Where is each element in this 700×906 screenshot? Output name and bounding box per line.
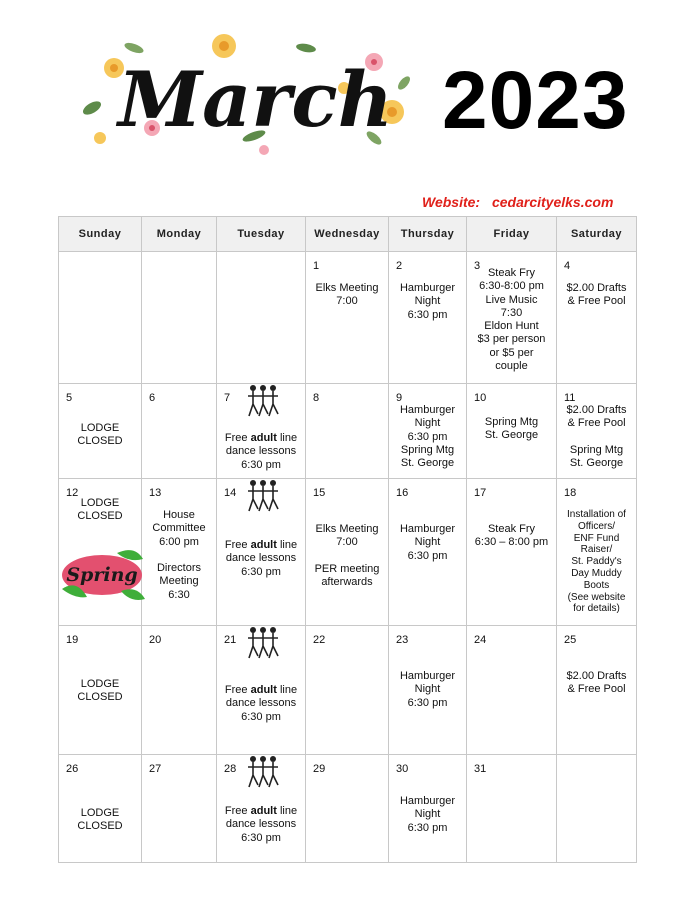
weekday-tuesday: Tuesday (217, 217, 306, 252)
day-number: 2 (396, 260, 403, 272)
day-events: Steak Fry 6:30 – 8:00 pm (474, 523, 549, 549)
day-cell[interactable] (557, 384, 637, 479)
day-cell[interactable] (59, 755, 142, 863)
day-cell[interactable] (306, 755, 389, 863)
event-text: Free (224, 539, 251, 551)
spring-sticker-icon (57, 539, 147, 609)
day-events: Installation of Officers/ ENF Fund Raiser/ St. Paddy's Day Muddy Boots (See website for details) (567, 509, 626, 615)
day-events: Hamburger Night 6:30 pm (399, 670, 456, 709)
day-number: 5 (66, 392, 73, 404)
day-number: 6 (149, 392, 156, 404)
day-number: 12 (66, 487, 79, 499)
weekday-thursday: Thursday (389, 217, 467, 252)
day-cell[interactable] (306, 384, 389, 479)
day-cell[interactable] (142, 479, 217, 626)
day-events: LODGE CLOSED (77, 678, 123, 704)
day-cell[interactable] (217, 755, 306, 863)
day-cell[interactable] (389, 755, 467, 863)
day-cell[interactable] (557, 626, 637, 755)
day-cell[interactable] (467, 384, 557, 479)
day-number: 16 (396, 487, 409, 499)
day-number: 20 (149, 634, 162, 646)
year-title: 2023 (442, 55, 629, 146)
calendar-grid (58, 216, 636, 863)
day-number: 29 (313, 763, 326, 775)
day-events: $2.00 Drafts & Free Pool (566, 282, 627, 308)
day-events: House Committee 6:00 pm Directors Meeting 6:30 (152, 509, 206, 601)
day-number: 23 (396, 634, 409, 646)
day-number: 3 (474, 260, 481, 272)
weekday-wednesday: Wednesday (306, 217, 389, 252)
day-cell[interactable] (389, 626, 467, 755)
event-text-bold: adult (250, 805, 277, 817)
calendar-header (0, 0, 700, 210)
day-cell[interactable] (142, 626, 217, 755)
line-dancers-icon (243, 624, 283, 664)
event-text-bold: adult (250, 432, 277, 444)
day-cell[interactable] (306, 626, 389, 755)
day-number: 31 (474, 763, 487, 775)
website-label: Website: (422, 194, 481, 210)
day-cell[interactable] (389, 252, 467, 384)
day-number: 30 (396, 763, 409, 775)
day-cell[interactable] (142, 252, 217, 384)
day-events: Elks Meeting 7:00 PER meeting afterwards (314, 523, 380, 589)
day-number: 25 (564, 634, 577, 646)
day-number: 28 (224, 763, 237, 775)
day-cell[interactable] (389, 384, 467, 479)
day-cell[interactable] (467, 626, 557, 755)
day-number: 17 (474, 487, 487, 499)
weekday-monday: Monday (142, 217, 217, 252)
day-cell[interactable] (306, 479, 389, 626)
day-cell[interactable] (389, 479, 467, 626)
day-events: Hamburger Night 6:30 pm (399, 523, 456, 562)
day-cell[interactable] (217, 626, 306, 755)
day-number: 11 (564, 392, 576, 404)
event-text: line dance lessons 6:30 pm (225, 432, 298, 471)
day-number: 27 (149, 763, 162, 775)
spring-sticker-text: Spring (66, 564, 138, 586)
week-row (59, 252, 637, 384)
day-cell[interactable] (59, 479, 142, 626)
day-events: Hamburger Night 6:30 pm (399, 282, 456, 321)
event-text: line dance lessons 6:30 pm (225, 539, 298, 578)
day-cell[interactable] (467, 479, 557, 626)
day-events: LODGE CLOSED (77, 497, 123, 523)
day-events: $2.00 Drafts & Free Pool Spring Mtg St. George (566, 404, 627, 470)
day-events (217, 539, 305, 579)
event-text-bold: adult (250, 539, 277, 551)
event-text: Free (224, 805, 251, 817)
day-events: Spring Mtg St. George (484, 416, 539, 442)
line-dancers-icon (243, 382, 283, 422)
day-events: $2.00 Drafts & Free Pool (566, 670, 627, 696)
day-cell[interactable] (59, 626, 142, 755)
day-events: Hamburger Night 6:30 pm Spring Mtg St. George (399, 404, 456, 470)
day-cell[interactable] (59, 384, 142, 479)
day-cell[interactable] (142, 384, 217, 479)
week-row (59, 626, 637, 755)
day-events: LODGE CLOSED (77, 422, 123, 448)
day-cell[interactable] (217, 252, 306, 384)
week-row (59, 384, 637, 479)
day-number: 13 (149, 487, 162, 499)
day-events (217, 432, 305, 472)
event-text: line dance lessons 6:30 pm (225, 805, 298, 844)
day-number: 22 (313, 634, 326, 646)
day-events (217, 805, 305, 845)
weekday-sunday: Sunday (59, 217, 142, 252)
day-cell[interactable] (217, 384, 306, 479)
day-events: Elks Meeting 7:00 (315, 282, 379, 308)
weekday-friday: Friday (467, 217, 557, 252)
day-number: 8 (313, 392, 320, 404)
day-number: 15 (313, 487, 326, 499)
day-cell[interactable] (467, 755, 557, 863)
day-cell[interactable] (59, 252, 142, 384)
weekday-header-row (59, 217, 637, 252)
day-cell[interactable] (217, 479, 306, 626)
day-cell[interactable] (557, 252, 637, 384)
day-number: 18 (564, 487, 577, 499)
day-number: 19 (66, 634, 79, 646)
day-events: Hamburger Night 6:30 pm (399, 795, 456, 834)
website-line (422, 194, 613, 210)
month-script-text: March (118, 55, 393, 144)
day-number: 21 (224, 634, 237, 646)
line-dancers-icon (243, 753, 283, 793)
week-row (59, 479, 637, 626)
event-text: Free (224, 684, 251, 696)
event-text: Free (224, 432, 251, 444)
line-dancers-icon (243, 477, 283, 517)
day-number: 4 (564, 260, 571, 272)
day-cell[interactable] (467, 252, 557, 384)
day-events: Steak Fry 6:30-8:00 pm Live Music 7:30 Eldon Hunt $3 per person or $5 per couple (477, 267, 546, 373)
day-number: 14 (224, 487, 237, 499)
website-link[interactable]: cedarcityelks.com (491, 194, 614, 210)
day-number: 26 (66, 763, 79, 775)
day-number: 7 (224, 392, 231, 404)
day-cell[interactable] (142, 755, 217, 863)
day-number: 9 (396, 392, 403, 404)
day-number: 10 (474, 392, 487, 404)
day-events: LODGE CLOSED (77, 807, 123, 833)
day-cell[interactable] (306, 252, 389, 384)
event-text-bold: adult (250, 684, 277, 696)
day-cell[interactable] (557, 479, 637, 626)
week-row (59, 755, 637, 863)
weekday-saturday: Saturday (557, 217, 637, 252)
month-title-art (74, 28, 424, 168)
day-cell[interactable] (557, 755, 637, 863)
day-number: 24 (474, 634, 487, 646)
day-events (217, 684, 305, 724)
event-text: line dance lessons 6:30 pm (225, 684, 298, 723)
day-number: 1 (313, 260, 320, 272)
